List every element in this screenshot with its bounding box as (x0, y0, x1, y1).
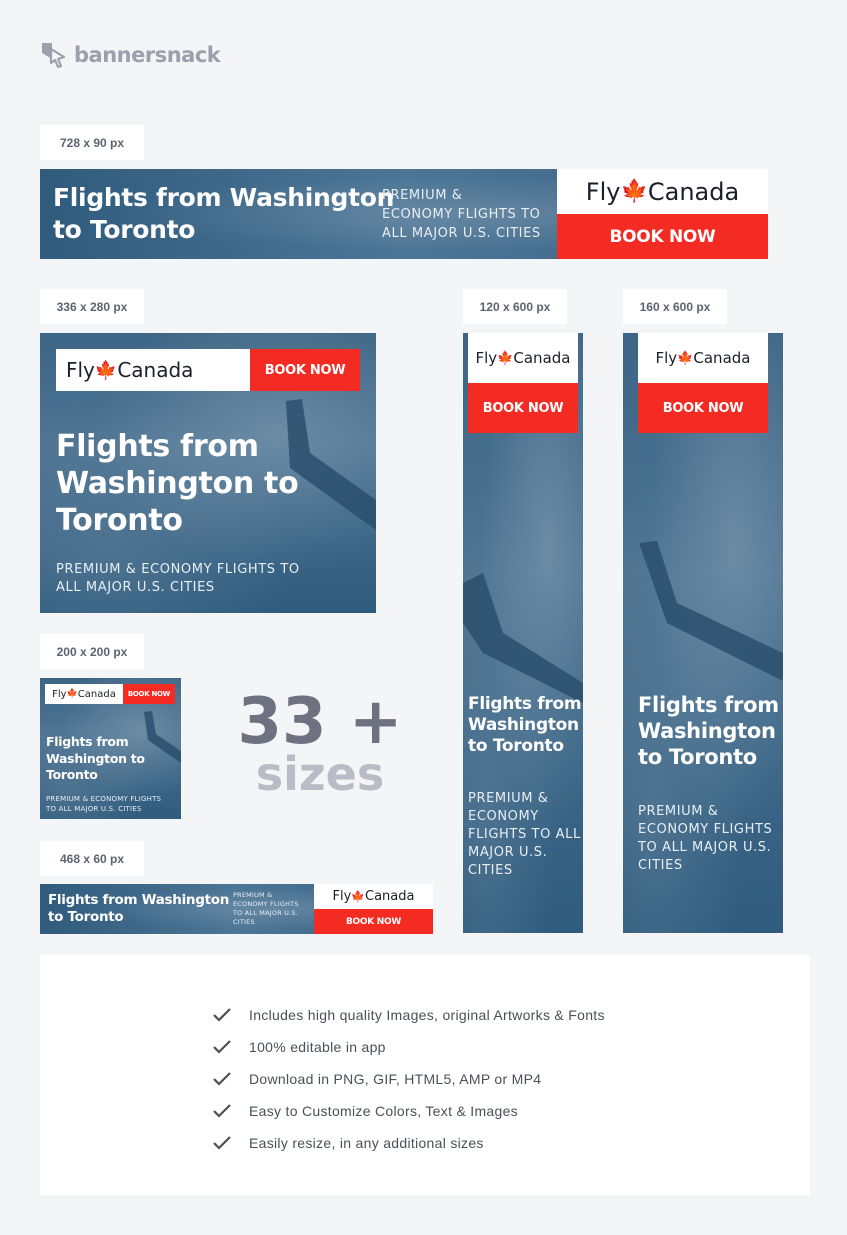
feature-item (213, 1031, 605, 1063)
size-tag-200x200: 200 x 200 px (40, 634, 144, 669)
size-tag-336x280: 336 x 280 px (40, 289, 144, 324)
book-now-button[interactable]: BOOK NOW (638, 383, 768, 433)
brand-logo-box (314, 884, 433, 909)
airplane-wing-icon (633, 533, 783, 683)
feature-item (213, 1095, 605, 1127)
checkmark-icon (213, 1008, 231, 1022)
banner-120x600[interactable] (463, 333, 583, 933)
maple-leaf-icon: 🍁 (66, 689, 78, 699)
flycanada-logo: Fly 🍁 Canada (66, 358, 194, 382)
logo-text: bannersnack (74, 43, 221, 67)
banner-160x600[interactable] (623, 333, 783, 933)
size-tag-160x600: 160 x 600 px (623, 289, 727, 324)
maple-leaf-icon: 🍁 (94, 359, 118, 381)
banner-468x60[interactable] (40, 884, 433, 934)
flycanada-logo: Fly 🍁 Canada (655, 349, 751, 367)
sizes-label: sizes (255, 747, 385, 801)
feature-text: 100% editable in app (249, 1039, 386, 1055)
feature-text: Download in PNG, GIF, HTML5, AMP or MP4 (249, 1071, 542, 1087)
features-panel (40, 955, 810, 1195)
brand-logo-box (638, 333, 768, 383)
banner-200x200[interactable] (40, 678, 181, 819)
banner-headline: Flights from Washington to Toronto (48, 892, 230, 925)
brand-logo-box (557, 169, 768, 214)
brand-logo-box (56, 349, 250, 391)
checkmark-icon (213, 1136, 231, 1150)
book-now-button[interactable]: BOOK NOW (468, 383, 578, 433)
feature-text: Easily resize, in any additional sizes (249, 1135, 484, 1151)
book-now-button[interactable]: BOOK NOW (123, 684, 175, 704)
size-tag-728x90: 728 x 90 px (40, 125, 144, 160)
brand-logo-box (468, 333, 578, 383)
maple-leaf-icon: 🍁 (497, 350, 514, 366)
book-now-button[interactable]: BOOK NOW (250, 349, 360, 391)
checkmark-icon (213, 1040, 231, 1054)
feature-item (213, 1127, 605, 1159)
banner-headline: Flights from Washington to Toronto (638, 693, 779, 769)
features-list (213, 999, 605, 1159)
banner-headline: Flights from Washington to Toronto (56, 429, 299, 538)
flycanada-logo: Fly 🍁 Canada (52, 688, 116, 700)
banner-subline: PREMIUM & ECONOMY FLIGHTS TO ALL MAJOR U.S. CITIES (382, 188, 541, 241)
banner-336x280[interactable] (40, 333, 376, 613)
checkmark-icon (213, 1072, 231, 1086)
banner-headline: Flights from Washington to Toronto (53, 183, 395, 244)
feature-item (213, 1063, 605, 1095)
size-tag-468x60: 468 x 60 px (40, 841, 144, 876)
bannersnack-logo[interactable] (40, 40, 220, 70)
banner-subline: PREMIUM & ECONOMY FLIGHTS TO ALL MAJOR U.S. CITIES (233, 891, 299, 926)
airplane-wing-icon (463, 563, 583, 703)
banner-subline: PREMIUM & ECONOMY FLIGHTS TO ALL MAJOR U.S. CITIES (638, 804, 773, 873)
feature-text: Easy to Customize Colors, Text & Images (249, 1103, 518, 1119)
size-tag-120x600: 120 x 600 px (463, 289, 567, 324)
feature-item (213, 999, 605, 1031)
sizes-count: 33 + (237, 685, 403, 759)
maple-leaf-icon: 🍁 (677, 350, 694, 366)
book-now-button[interactable]: BOOK NOW (557, 214, 768, 259)
banner-subline: PREMIUM & ECONOMY FLIGHTS TO ALL MAJOR U.S. CITIES (468, 791, 581, 878)
flycanada-logo: Fly 🍁 Canada (475, 349, 571, 367)
brand-logo-box (45, 684, 123, 704)
banner-subline: PREMIUM & ECONOMY FLIGHTS TO ALL MAJOR U.S. CITIES (56, 562, 300, 595)
banner-728x90[interactable] (40, 169, 768, 259)
banner-headline: Flights from Washington to Toronto (46, 734, 145, 782)
checkmark-icon (213, 1104, 231, 1118)
banner-headline: Flights from Washington to Toronto (468, 694, 582, 756)
maple-leaf-icon: 🍁 (620, 179, 648, 204)
banner-subline: PREMIUM & ECONOMY FLIGHTS TO ALL MAJOR U.S. CITIES (46, 795, 162, 813)
flycanada-logo: Fly 🍁 Canada (585, 177, 740, 206)
bannersnack-logo-icon (40, 41, 68, 69)
book-now-button[interactable]: BOOK NOW (314, 909, 433, 934)
flycanada-logo: Fly 🍁 Canada (332, 889, 415, 904)
maple-leaf-icon: 🍁 (351, 890, 366, 903)
feature-text: Includes high quality Images, original Artworks & Fonts (249, 1007, 605, 1023)
